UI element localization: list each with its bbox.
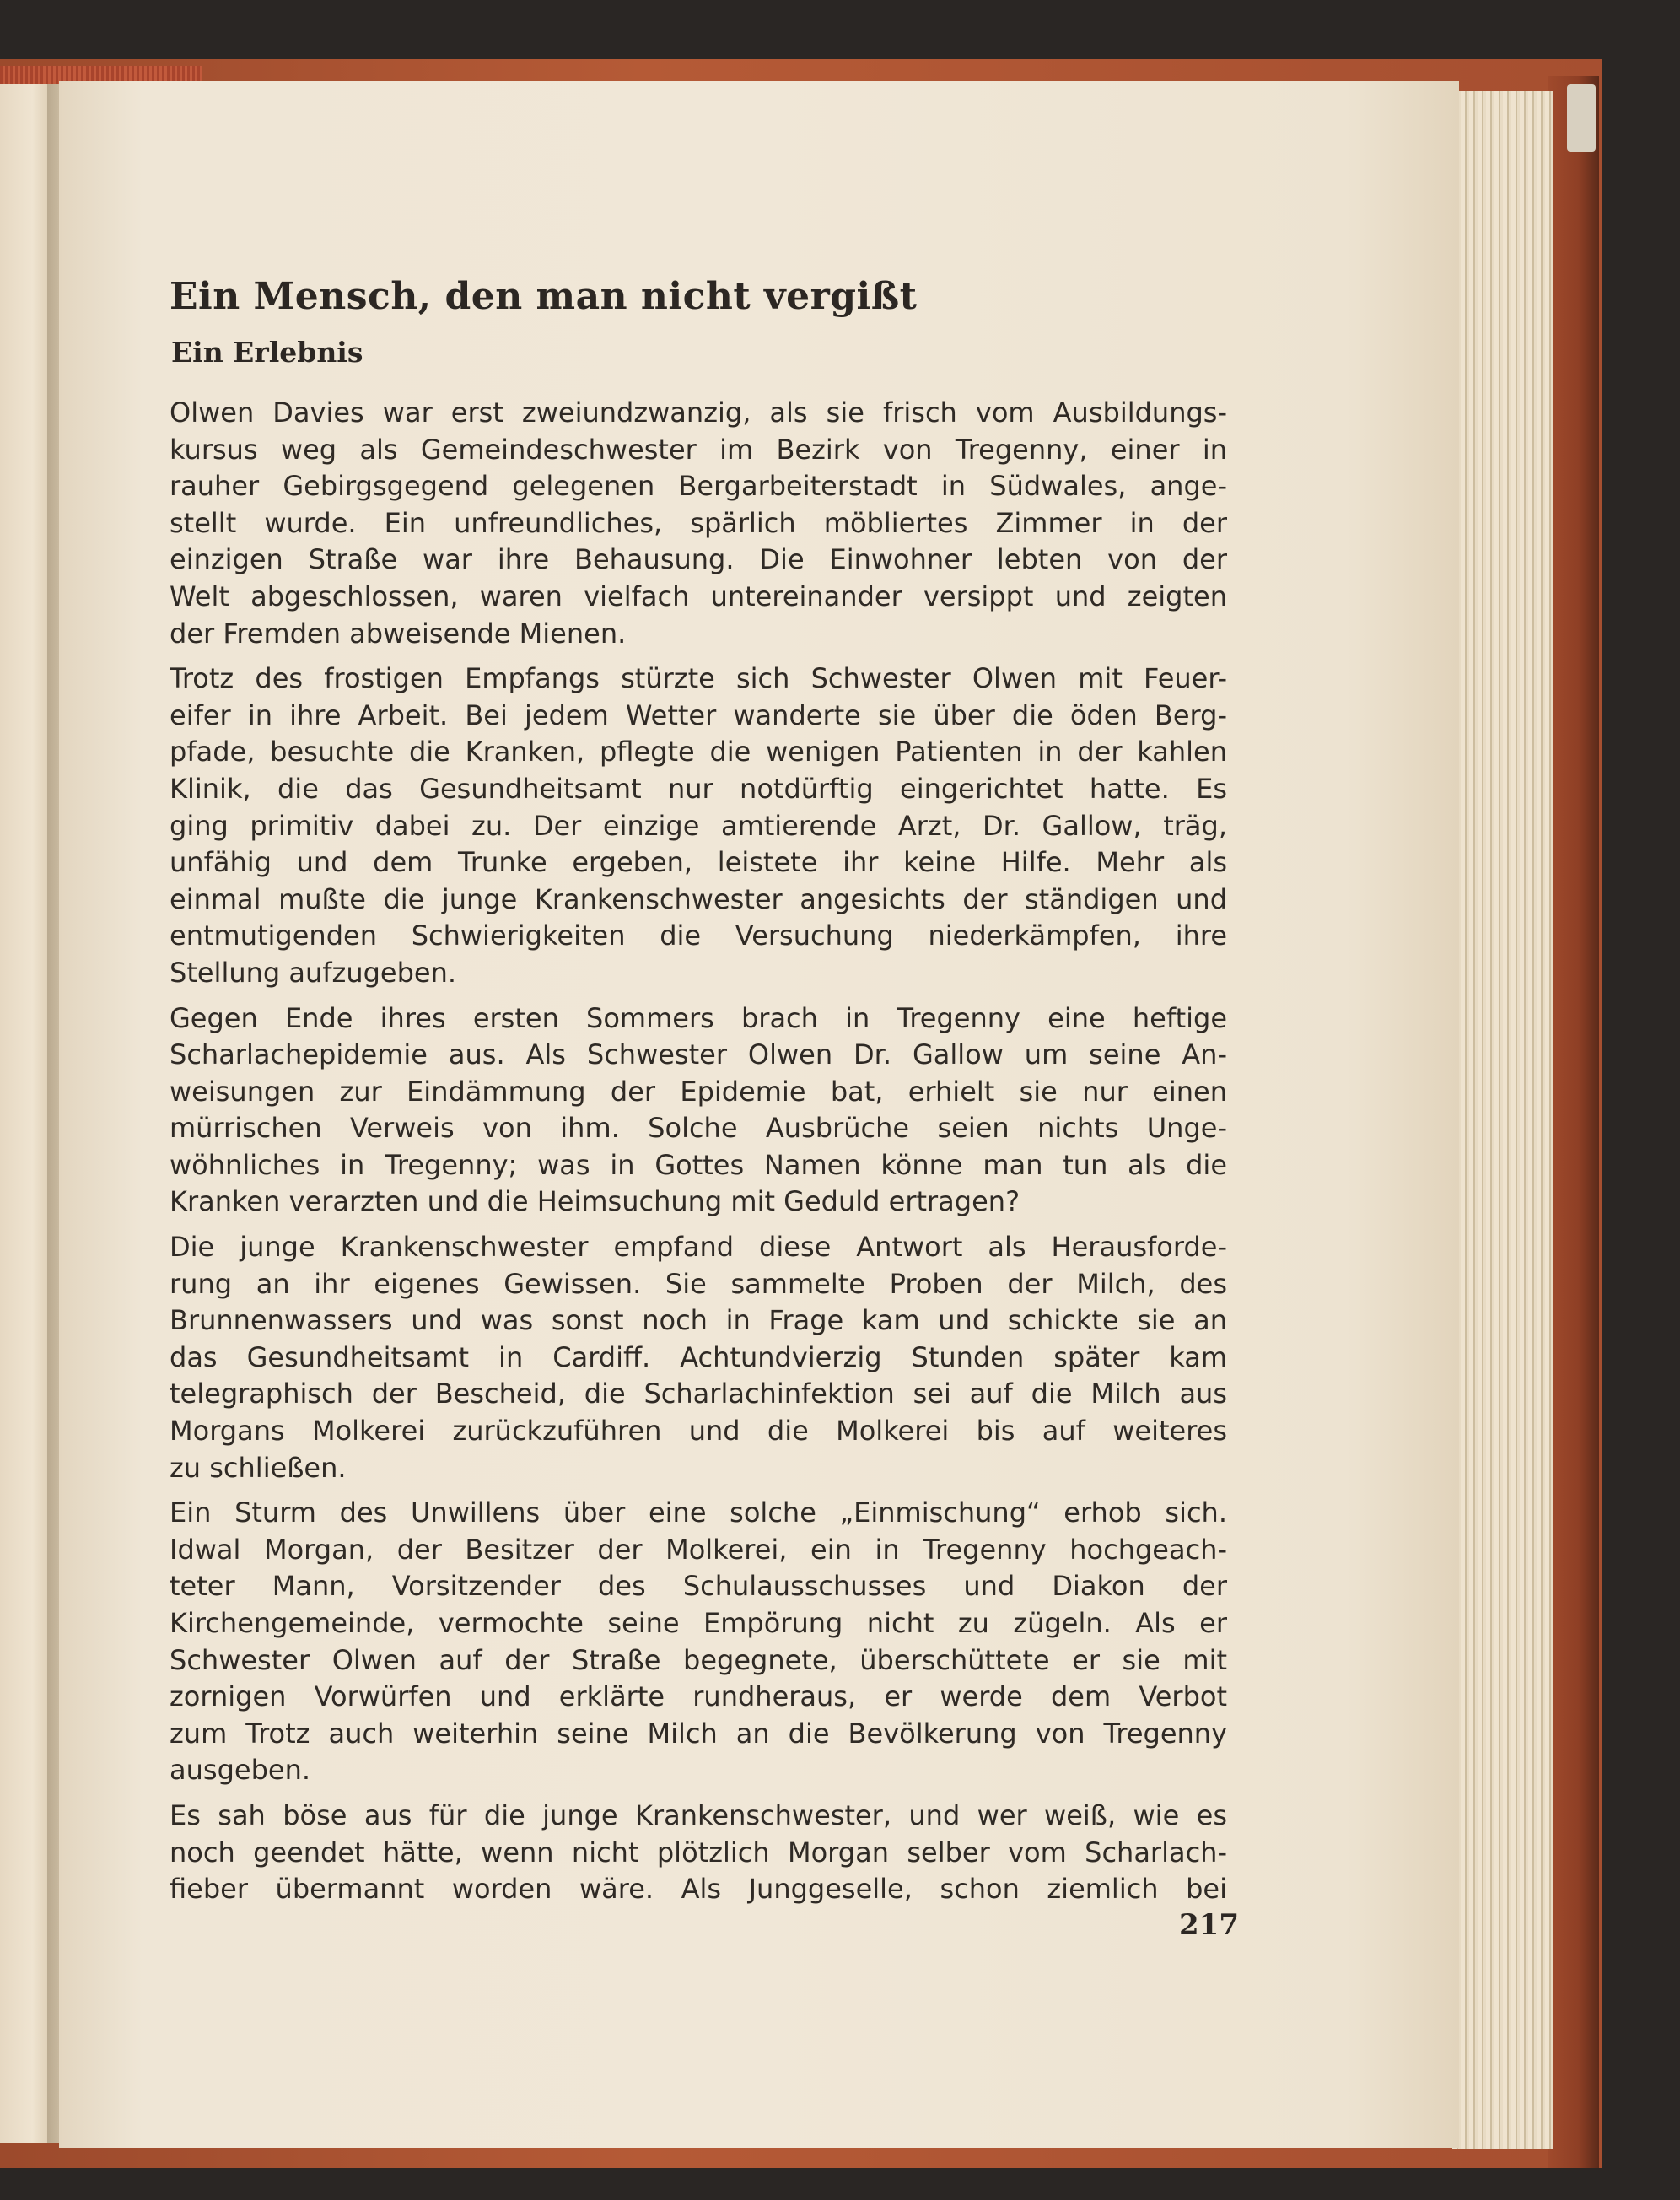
text-line: rung an ihr eigenes Gewissen. Sie sammelte Proben der Milch, des	[170, 1267, 1227, 1300]
text-line: einzigen Straße war ihre Behausung. Die Einwohner lebten von der	[170, 543, 1227, 576]
text-line: Welt abgeschlossen, waren vielfach untereinander versippt und zeigten	[170, 580, 1227, 612]
text-line: zu schließen.	[170, 1451, 347, 1484]
text-line: kursus weg als Gemeindeschwester im Bezirk von Tregenny, einer in	[170, 433, 1227, 466]
page-subtitle: Ein Erlebnis	[171, 336, 363, 369]
text-line: unfähig und dem Trunke ergeben, leistete ihr keine Hilfe. Mehr als	[170, 846, 1227, 879]
paragraph	[170, 1495, 1227, 1789]
text-line: das Gesundheitsamt in Cardiff. Achtundvierzig Stunden später kam	[170, 1340, 1227, 1373]
text-line: Olwen Davies war erst zweiundzwanzig, als sie frisch vom Ausbildungs-	[170, 396, 1227, 429]
cover-edge	[1548, 76, 1599, 2168]
text-line: wöhnliches in Tregenny; was in Gottes Namen könne man tun als die	[170, 1148, 1227, 1181]
paragraph	[170, 395, 1227, 652]
text-line: Gegen Ende ihres ersten Sommers brach in Tregenny eine heftige	[170, 1001, 1227, 1034]
text-line: Es sah böse aus für die junge Krankenschwester, und wer weiß, wie es	[170, 1798, 1227, 1831]
page-number: 217	[1179, 1908, 1239, 1942]
text-line: ging primitiv dabei zu. Der einzige amtierende Arzt, Dr. Gallow, träg,	[170, 809, 1227, 842]
text-line: weisungen zur Eindämmung der Epidemie bat, erhielt sie nur einen	[170, 1075, 1227, 1108]
page-clip	[1567, 84, 1596, 152]
text-line: entmutigenden Schwierigkeiten die Versuchung niederkämpfen, ihre	[170, 919, 1227, 952]
paragraph	[170, 661, 1227, 991]
text-line: Brunnenwassers und was sonst noch in Frage kam und schickte sie an	[170, 1304, 1227, 1337]
text-line: Kranken verarzten und die Heimsuchung mit Geduld ertragen?	[170, 1185, 1020, 1218]
text-line: zornigen Vorwürfen und erklärte rundheraus, er werde dem Verbot	[170, 1680, 1227, 1713]
text-line: Morgans Molkerei zurückzuführen und die Molkerei bis auf weiteres	[170, 1415, 1227, 1448]
paragraph	[170, 1798, 1227, 1908]
text-line: Kirchengemeinde, vermochte seine Empörung nicht zu zügeln. Als er	[170, 1607, 1227, 1639]
page-title: Ein Mensch, den man nicht vergißt	[170, 275, 918, 318]
text-line: fieber übermannt worden wäre. Als Junggeselle, schon ziemlich bei	[170, 1873, 1227, 1906]
body-text	[170, 395, 1227, 1917]
text-line: teter Mann, Vorsitzender des Schulausschusses und Diakon der	[170, 1570, 1227, 1603]
text-line: Klinik, die das Gesundheitsamt nur notdürftig eingerichtet hatte. Es	[170, 772, 1227, 805]
text-line: Idwal Morgan, der Besitzer der Molkerei, ein in Tregenny hochgeach-	[170, 1533, 1227, 1566]
text-line: stellt wurde. Ein unfreundliches, spärlich möbliertes Zimmer in der	[170, 506, 1227, 539]
text-line: noch geendet hätte, wenn nicht plötzlich Morgan selber vom Scharlach-	[170, 1836, 1227, 1868]
text-line: mürrischen Verweis von ihm. Solche Ausbrüche seien nichts Unge-	[170, 1112, 1227, 1145]
text-line: der Fremden abweisende Mienen.	[170, 617, 627, 650]
text-line: Scharlachepidemie aus. Als Schwester Olwen Dr. Gallow um seine An-	[170, 1038, 1227, 1071]
previous-page	[0, 84, 54, 2143]
text-line: Schwester Olwen auf der Straße begegnete, überschüttete er sie mit	[170, 1643, 1227, 1676]
text-line: eifer in ihre Arbeit. Bei jedem Wetter wanderte sie über die öden Berg-	[170, 698, 1227, 731]
text-line: telegraphisch der Bescheid, die Scharlachinfektion sei auf die Milch aus	[170, 1378, 1227, 1410]
text-line: Ein Sturm des Unwillens über eine solche „Einmischung“ erhob sich.	[170, 1496, 1227, 1529]
text-line: Die junge Krankenschwester empfand diese Antwort als Herausforde-	[170, 1231, 1227, 1264]
text-line: pfade, besuchte die Kranken, pflegte die wenigen Patienten in der kahlen	[170, 736, 1227, 768]
page-edges	[1452, 91, 1553, 2149]
text-line: ausgeben.	[170, 1754, 311, 1787]
paragraph	[170, 1229, 1227, 1486]
text-line: zum Trotz auch weiterhin seine Milch an die Bevölkerung von Tregenny	[170, 1717, 1227, 1750]
text-line: einmal mußte die junge Krankenschwester angesichts der ständigen und	[170, 882, 1227, 915]
text-line: Stellung aufzugeben.	[170, 956, 457, 989]
paragraph	[170, 1000, 1227, 1221]
text-line: rauher Gebirgsgegend gelegenen Bergarbeiterstadt in Südwales, ange-	[170, 470, 1227, 503]
text-line: Trotz des frostigen Empfangs stürzte sich Schwester Olwen mit Feuer-	[170, 662, 1227, 695]
